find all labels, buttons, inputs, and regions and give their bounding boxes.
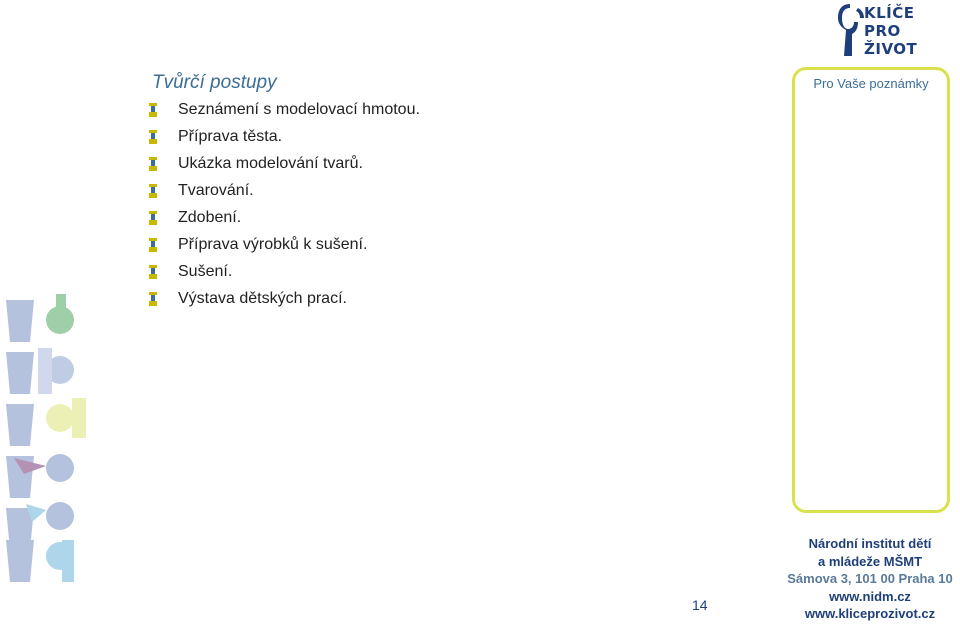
list-item bbox=[148, 287, 420, 314]
list-item bbox=[148, 260, 420, 287]
bullet-text: Ukázka modelování tvarů. bbox=[178, 155, 363, 172]
footer bbox=[780, 535, 960, 623]
bullet-list bbox=[148, 98, 420, 314]
footer-address: Sámova 3, 101 00 Praha 10 bbox=[787, 571, 953, 586]
bullet-text: Seznámení s modelovací hmotou. bbox=[178, 101, 420, 118]
kprozivot-logo bbox=[836, 2, 926, 58]
logo-line-2: PRO bbox=[864, 22, 901, 40]
notes-title: Pro Vaše poznámky bbox=[813, 76, 929, 91]
list-item bbox=[148, 206, 420, 233]
notes-box bbox=[792, 67, 950, 513]
keyhole-bullet-icon bbox=[148, 156, 158, 172]
keyhole-bullet-icon bbox=[148, 129, 158, 145]
slide-title: Tvůrčí postupy bbox=[152, 72, 277, 93]
list-item bbox=[148, 233, 420, 260]
keyhole-bullet-icon bbox=[148, 183, 158, 199]
list-item bbox=[148, 179, 420, 206]
logo-text bbox=[864, 4, 917, 58]
list-item bbox=[148, 152, 420, 179]
bullet-text: Příprava výrobků k sušení. bbox=[178, 236, 368, 253]
bullet-text: Zdobení. bbox=[178, 209, 242, 226]
bullet-text: Příprava těsta. bbox=[178, 128, 283, 145]
bullet-text: Výstava dětských prací. bbox=[178, 290, 347, 307]
keyhole-bullet-icon bbox=[148, 210, 158, 226]
footer-org-line-2: a mládeže MŠMT bbox=[817, 553, 923, 569]
logo-line-3: ŽIVOT bbox=[864, 40, 918, 58]
logo-line-1: KLÍČE bbox=[864, 4, 915, 22]
keyhole-logo-icon bbox=[836, 2, 866, 58]
footer-web-1[interactable]: www.nidm.cz bbox=[829, 588, 911, 604]
keyhole-pattern-decoration bbox=[0, 290, 100, 590]
footer-web-2[interactable]: www.kliceprozivot.cz bbox=[804, 606, 936, 621]
keyhole-bullet-icon bbox=[148, 237, 158, 253]
keyhole-bullet-icon bbox=[148, 264, 158, 280]
bullet-text: Tvarování. bbox=[178, 182, 254, 199]
keyhole-bullet-icon bbox=[148, 291, 158, 307]
list-item bbox=[148, 98, 420, 125]
list-item bbox=[148, 125, 420, 152]
bullet-text: Sušení. bbox=[178, 263, 233, 280]
keyhole-bullet-icon bbox=[148, 102, 158, 118]
page-number: 14 bbox=[692, 597, 708, 613]
footer-org-line-1: Národní institut dětí bbox=[808, 536, 932, 551]
